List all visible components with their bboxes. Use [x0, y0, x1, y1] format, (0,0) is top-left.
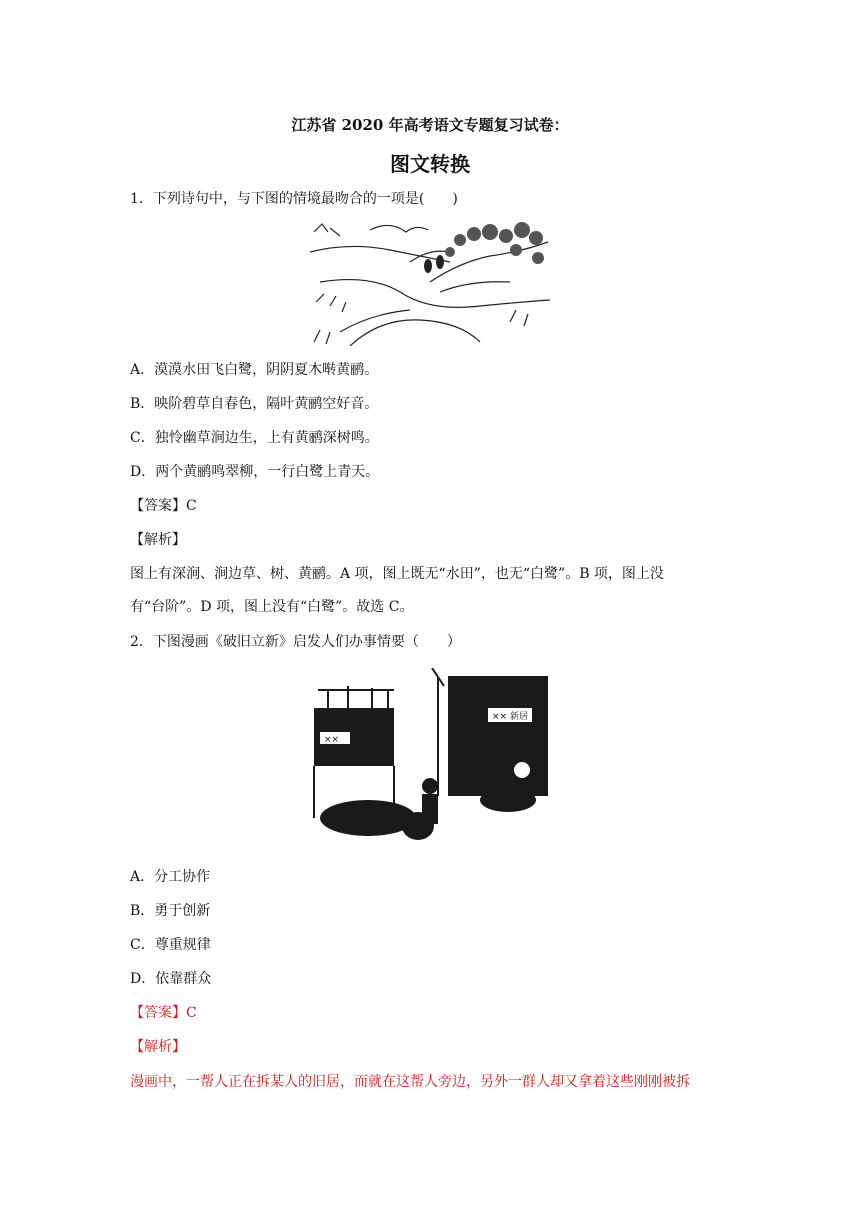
question-1-analysis-line-2: 有“台阶”。D 项，图上没有“白鹭”。故选 C。: [130, 599, 414, 615]
cartoon-illustration: [308, 668, 554, 848]
question-2-option-b: B．勇于创新: [130, 903, 211, 919]
document-subtitle: 图文转换: [390, 152, 470, 176]
question-2-answer: 【答案】C: [130, 1005, 197, 1021]
cartoon-sign-right: ×× 新居: [492, 712, 528, 722]
creek-tree-illustration: [310, 222, 550, 346]
question-2-analysis-label: 【解析】: [130, 1039, 186, 1055]
question-2-option-c: C．尊重规律: [130, 937, 211, 953]
document-title: 江苏省 2020 年高考语文专题复习试卷：: [291, 116, 569, 134]
question-2-analysis-line: 漫画中，一帮人正在拆某人的旧居，而就在这帮人旁边，另外一群人却又拿着这些刚刚被拆: [130, 1074, 690, 1090]
question-1-analysis-line-1: 图上有深涧、涧边草、树、黄鹂。A 项，图上既无“水田”，也无“白鹭”。B 项，图上没: [130, 566, 664, 582]
question-2-option-a: A．分工协作: [130, 869, 211, 885]
question-1-option-b: B．映阶碧草自春色，隔叶黄鹂空好音。: [130, 396, 379, 412]
question-1-option-d: D．两个黄鹂鸣翠柳，一行白鹭上青天。: [130, 464, 380, 480]
question-1-stem: 1．下列诗句中，与下图的情境最吻合的一项是( ): [130, 191, 458, 207]
question-1-analysis-label: 【解析】: [130, 532, 186, 548]
question-1-option-c: C．独怜幽草涧边生，上有黄鹂深树鸣。: [130, 430, 379, 446]
cartoon-sign-left: ××: [324, 735, 340, 745]
question-2-stem: 2．下图漫画《破旧立新》启发人们办事情要（ ）: [130, 634, 461, 650]
question-1-answer: 【答案】C: [130, 498, 197, 514]
question-1-option-a: A．漠漠水田飞白鹭，阴阴夏木啭黄鹂。: [130, 362, 379, 378]
question-2-option-d: D．依靠群众: [130, 971, 212, 987]
